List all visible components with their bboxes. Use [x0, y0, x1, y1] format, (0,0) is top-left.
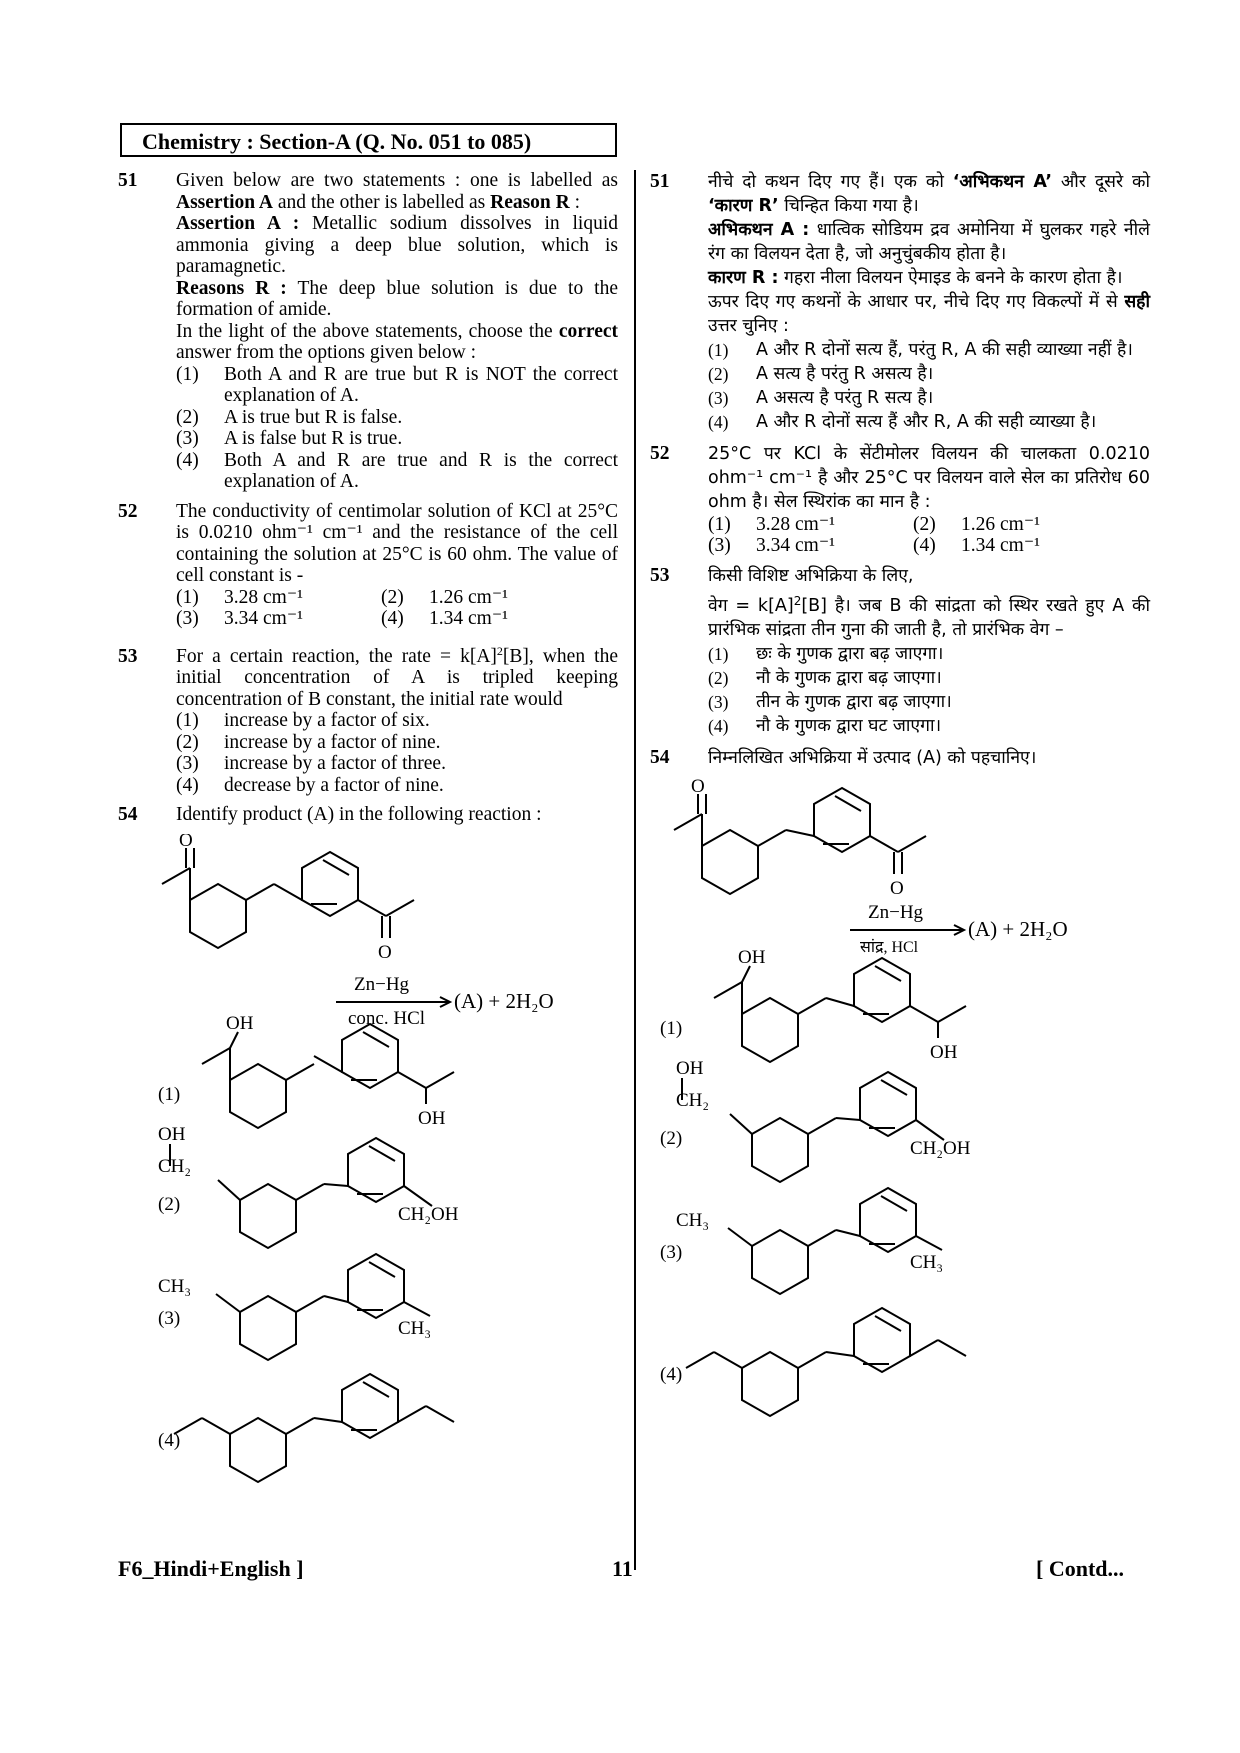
question-number: 52: [650, 443, 670, 464]
question-54-hi: [650, 746, 1150, 770]
option-label: (4): [660, 1364, 683, 1385]
hydroxyl-label: OH: [676, 1058, 704, 1079]
question-line: किसी विशिष्ट अभिक्रिया के लिए,: [708, 566, 914, 586]
option-label: (4): [158, 1429, 181, 1451]
question-number: 51: [650, 171, 670, 192]
question-text: For a certain reaction, the rate = $k[A]^2[B]$, when the initial concentration of A is tripled keeping concentration of B constant, the initial rate would: [176, 643, 618, 710]
reactant-molecule: [674, 788, 926, 894]
question-number: 54: [118, 804, 138, 825]
question-number: 51: [118, 170, 138, 191]
question-intro: नीचे दो कथन दिए गए हैं। एक को ‘अभिकथन A’ और दूसरे को ‘कारण R’ चिन्हित किया गया है।: [708, 172, 1150, 216]
reagent-top: Zn−Hg: [354, 973, 410, 995]
option-4: (4) 1.34 cm⁻¹: [381, 608, 508, 629]
option-1: (1) Both A and R are true but R is NOT the correct explanation of A.: [176, 363, 618, 406]
question-54-en: [118, 804, 618, 826]
option-4-structure: [686, 1308, 966, 1416]
question-text: Identify product (A) in the following reaction :: [176, 804, 542, 825]
option-1-structure: [714, 958, 966, 1062]
question-52-en: [118, 501, 618, 630]
assertion-statement: Assertion A : Metallic sodium dissolves in liquid ammonia giving a deep blue solution, which is paramagnetic.: [176, 213, 619, 277]
option-3-structure: [728, 1188, 942, 1294]
oxygen-label: O: [691, 778, 705, 797]
instruction: ऊपर दिए गए कथनों के आधार पर, नीचे दिए गए विकल्पों में से सही उत्तर चुनिए :: [708, 292, 1150, 336]
footer-left: F6_Hindi+English ]: [118, 1556, 304, 1581]
hydroxyl-label: OH: [418, 1107, 446, 1129]
option-4: (4) A और R दोनों सत्य हैं और R, A की सही व्याख्या है।: [708, 412, 1097, 432]
hydroxymethyl-label: CH₂OH: [910, 1138, 971, 1159]
option-1-structure: [202, 1024, 454, 1128]
option-label: (3): [158, 1307, 181, 1329]
question-text: 25°C पर KCl के सेंटीमोलर विलयन की चालकता 0.0210 ohm⁻¹ cm⁻¹ है और 25°C पर विलयन वाले सेल का प्रतिरोध 60 ohm है। सेल स्थिरांक का मान है :: [708, 444, 1150, 512]
option-1: (1) 3.28 cm⁻¹: [708, 514, 835, 535]
methyl-label: CH₃: [676, 1210, 710, 1231]
hydroxyl-label: OH: [738, 947, 766, 968]
oxygen-label: O: [378, 941, 392, 963]
methylene-label: CH₂: [676, 1090, 710, 1111]
hydroxymethyl-label: CH₂OH: [398, 1203, 459, 1225]
reaction-product: (A) + 2H₂O: [968, 917, 1068, 941]
reactant-molecule: [162, 848, 414, 948]
assertion-statement: अभिकथन A : धात्विक सोडियम द्रव अमोनिया में घुलकर गहरे नीले रंग का विलयन देता है, जो अनुचुंबकीय होता है।: [708, 220, 1150, 264]
oxygen-label: O: [179, 833, 193, 851]
option-3: (3) A असत्य है परंतु R सत्य है।: [708, 388, 934, 408]
reason-statement: Reasons R : The deep blue solution is due to the formation of amide.: [176, 277, 619, 320]
methyl-label: CH₃: [910, 1252, 944, 1273]
column-divider: [634, 170, 636, 1570]
option-1: (1) 3.28 cm⁻¹: [176, 586, 303, 608]
page-number: 11: [612, 1556, 633, 1581]
reaction-diagram-hi: [650, 778, 1150, 1458]
reaction-product: (A) + 2H₂O: [454, 988, 554, 1013]
option-label: (3): [660, 1242, 683, 1263]
question-53-en: [118, 643, 618, 797]
question-51-en: [118, 170, 618, 493]
hydroxyl-label: OH: [158, 1123, 186, 1145]
option-label: (1): [660, 1018, 683, 1039]
question-text: The conductivity of centimolar solution of KCl at 25°C is 0.0210 ohm⁻¹ cm⁻¹ and the resistance of the cell containing the solution at 25°C is 60 ohm. The value of cell constant is -: [176, 500, 618, 586]
reagent-bottom: conc. HCl: [348, 1007, 426, 1029]
option-2-structure: [682, 1072, 944, 1182]
option-4: (4) Both A and R are true and R is the correct explanation of A.: [176, 449, 618, 492]
footer-right: [ Contd...: [1036, 1556, 1125, 1581]
option-2: (2) नौ के गुणक द्वारा बढ़ जाएगा।: [708, 668, 942, 688]
option-1: (1) increase by a factor of six.: [176, 710, 430, 731]
option-3: (3) तीन के गुणक द्वारा बढ़ जाएगा।: [708, 692, 952, 712]
reason-statement: कारण R : गहरा नीला विलयन ऐमाइड के बनने के कारण होता है।: [708, 268, 1123, 288]
question-number: 54: [650, 747, 670, 768]
question-intro: Given below are two statements : one is labelled as Assertion A and the other is labelled as Reason R :: [176, 170, 618, 213]
oxygen-label: O: [890, 878, 904, 899]
question-text: वेग = $k[A]^2[B]$ है। जब B की सांद्रता को स्थिर रखते हुए A की प्रारंभिक सांद्रता तीन गुना की जाती है, तो प्रारंभिक वेग –: [708, 594, 1150, 640]
reagent-top: Zn−Hg: [868, 902, 924, 923]
option-3: (3) A is false but R is true.: [176, 428, 403, 449]
option-2: (2) increase by a factor of nine.: [176, 731, 441, 753]
option-4: (4) नौ के गुणक द्वारा घट जाएगा।: [708, 716, 942, 736]
option-2-structure: [170, 1138, 432, 1248]
question-number: 52: [118, 500, 138, 522]
question-text: निम्नलिखित अभिक्रिया में उत्पाद (A) को पहचानिए।: [708, 748, 1037, 768]
reaction-diagram-en: [118, 834, 618, 1554]
option-2: (2) 1.26 cm⁻¹: [381, 586, 508, 608]
option-1: (1) छः के गुणक द्वारा बढ़ जाएगा।: [708, 644, 944, 664]
question-53-hi: [650, 564, 1150, 738]
instruction: In the light of the above statements, choose the correct answer from the options given below :: [176, 320, 618, 363]
option-2: (2) A सत्य है परंतु R असत्य है।: [708, 364, 934, 384]
option-4-structure: [174, 1374, 454, 1482]
option-label: (1): [158, 1083, 181, 1105]
option-label: (2): [660, 1128, 683, 1149]
option-label: (2): [158, 1193, 181, 1215]
question-51-hi: [650, 170, 1150, 434]
section-header-box: [120, 123, 617, 157]
methyl-label: CH₃: [158, 1275, 192, 1297]
option-3: (3) increase by a factor of three.: [176, 753, 446, 774]
option-3: (3) 3.34 cm⁻¹: [176, 608, 303, 629]
question-number: 53: [650, 565, 670, 586]
option-2: (2) A is true but R is false.: [176, 406, 403, 428]
option-4: (4) decrease by a factor of nine.: [176, 774, 444, 796]
question-number: 53: [118, 645, 138, 667]
hindi-column: [650, 170, 1150, 1458]
methyl-label: CH₃: [398, 1317, 432, 1339]
methylene-label: CH₂: [158, 1155, 192, 1177]
hydroxyl-label: OH: [226, 1012, 254, 1034]
question-52-hi: [650, 442, 1150, 556]
option-1: (1) A और R दोनों सत्य हैं, परंतु R, A की सही व्याख्या नहीं है।: [708, 340, 1133, 360]
english-column: [118, 170, 618, 1554]
section-header: Chemistry : Section-A (Q. No. 051 to 085): [142, 129, 532, 154]
hydroxyl-label: OH: [930, 1042, 958, 1063]
option-4: (4) 1.34 cm⁻¹: [913, 535, 1040, 556]
reagent-bottom: सांद्र, HCl: [860, 939, 919, 956]
option-3: (3) 3.34 cm⁻¹: [708, 535, 835, 556]
option-3-structure: [216, 1254, 430, 1360]
option-2: (2) 1.26 cm⁻¹: [913, 514, 1040, 535]
